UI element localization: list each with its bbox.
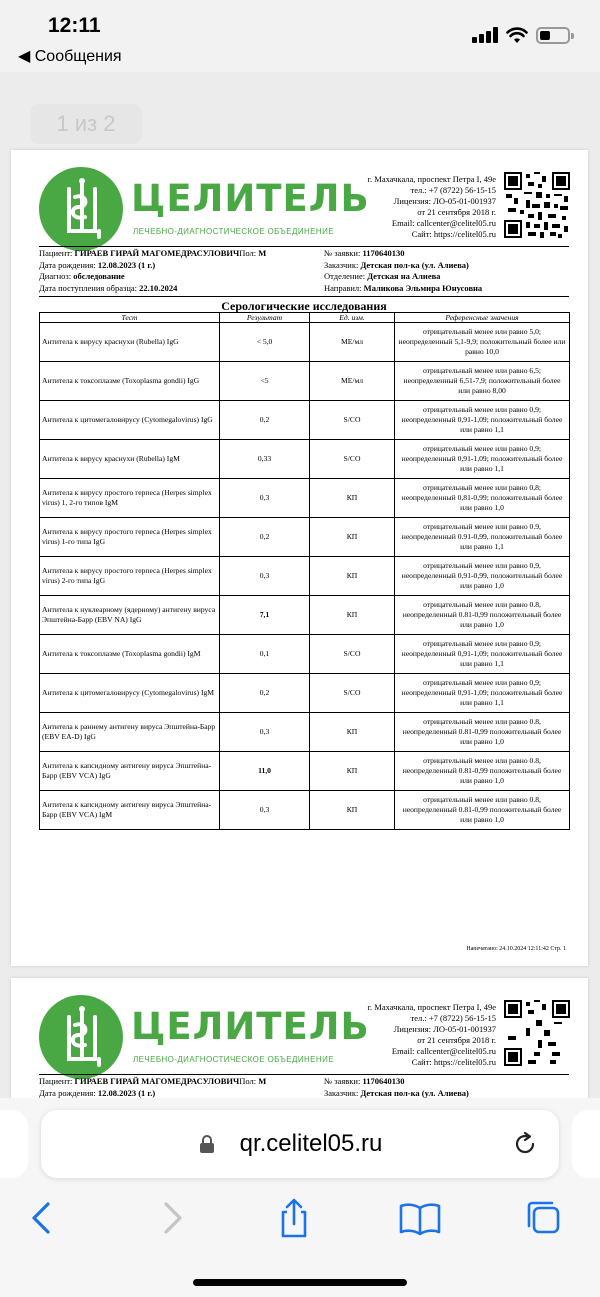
back-arrow-icon[interactable]: [20, 1198, 64, 1238]
referred-row: [324, 283, 482, 295]
browser-toolbar: [0, 1098, 600, 1297]
unit-cell: S/CO: [310, 674, 395, 713]
dob-label: Дата рождения:: [39, 1087, 96, 1098]
order-label: № заявки:: [324, 1076, 361, 1086]
table-row: [40, 752, 570, 791]
test-cell: Антитела к вирусу краснухи (Rubella) IgM: [40, 440, 220, 479]
home-indicator[interactable]: [193, 1279, 407, 1286]
site-line: Сайт: https://celitel05.ru: [411, 229, 496, 239]
lab-subtitle: ЛЕЧЕБНО-ДИАГНОСТИЧЕСКОЕ ОБЪЕДИНЕНИЕ: [133, 1055, 334, 1064]
test-cell: Антитела к цитомегаловирусу (Cytomegalovirus) IgG: [40, 401, 220, 440]
table-row: [40, 557, 570, 596]
site-line: Сайт: https://celitel05.ru: [411, 1057, 496, 1067]
phone-line: тел.: +7 (8722) 56-15-15: [410, 1013, 496, 1023]
page-counter: 1 из 2: [30, 104, 142, 144]
diagnosis-row: [39, 271, 266, 283]
header-result: Результат: [220, 313, 310, 323]
customer-name: Детская пол-ка (ул. Алиева): [360, 259, 469, 270]
table-row: [40, 713, 570, 752]
results-table: [39, 312, 570, 830]
patient-name: ГИРАЕВ ГИРАЙ МАГОМЕДРАСУЛОВИЧ: [74, 248, 240, 258]
unit-cell: КП: [310, 791, 395, 830]
qr-code-icon: [504, 1000, 570, 1066]
signal-icon: [472, 27, 498, 43]
table-row: [40, 596, 570, 635]
patient-diagnosis: обследование: [73, 271, 125, 281]
sample-received-date: 22.10.2024: [139, 282, 178, 293]
table-row: [40, 479, 570, 518]
lab-emblem-icon: [39, 995, 123, 1079]
wifi-icon: [506, 26, 528, 44]
unit-cell: КП: [310, 752, 395, 791]
reference-cell: отрицательный менее или равно 0.8, неопределенный 0.81-0,99 положительный более или равно 1,0: [395, 752, 570, 791]
table-row: [40, 791, 570, 830]
document-page-2[interactable]: [11, 978, 588, 1118]
header-divider: [39, 246, 569, 247]
unit-cell: КП: [310, 557, 395, 596]
status-bar: [0, 0, 600, 72]
section-title: Серологические исследования: [221, 299, 387, 313]
address-bar[interactable]: [41, 1110, 559, 1178]
test-cell: Антитела к токсоплазме (Toxoplasma gondii) IgG: [40, 362, 220, 401]
order-row: [324, 1076, 469, 1088]
header-test: Тест: [40, 313, 220, 323]
reference-cell: отрицательный менее или равно 0,9; неопределенный 0,91-1,09; положительный более или равно 1,1: [395, 635, 570, 674]
table-row: [40, 323, 570, 362]
reference-cell: отрицательный менее или равно 0,8; неопределенный 0,81-0,99; положительный более или равно 1,0: [395, 479, 570, 518]
reference-cell: отрицательный менее или равно 0,9, неопределенный 0,91-0,99, положительный более или равно 1,0: [395, 557, 570, 596]
result-cell: <5: [220, 362, 310, 401]
customer-row: [324, 260, 482, 272]
patient-row: [39, 1076, 266, 1088]
phone-line: тел.: +7 (8722) 56-15-15: [410, 185, 496, 195]
order-number: 1170640130: [362, 248, 405, 258]
order-info-right: [324, 1076, 469, 1099]
unit-cell: S/CO: [310, 440, 395, 479]
lab-emblem-icon: [39, 167, 123, 251]
patient-row: [39, 248, 266, 260]
diagnosis-label: Диагноз:: [39, 271, 72, 281]
unit-cell: КП: [310, 596, 395, 635]
table-row: [40, 440, 570, 479]
reference-cell: отрицательный менее или равно 0,9; неопределенный 0,91-1,09; положительный более или равно 1,1: [395, 674, 570, 713]
referring-doctor: Маликова Эльмира Юнусовна: [363, 282, 483, 293]
referred-label: Направил:: [324, 282, 362, 293]
reference-cell: отрицательный менее или равно 0.8, неопределенный 0.81-0,99 положительный более или равно 1,0: [395, 791, 570, 830]
license-date-line: от 21 сентября 2018 г.: [417, 1035, 496, 1045]
address-line: г. Махачкала, проспект Петра I, 49е: [367, 174, 496, 184]
header-divider: [39, 1074, 569, 1075]
battery-icon: [536, 27, 570, 44]
result-cell: 0,3: [220, 479, 310, 518]
lab-name: ЦЕЛИТЕЛЬ: [131, 1005, 370, 1048]
forward-arrow-icon[interactable]: [150, 1198, 194, 1238]
received-label: Дата поступления образца:: [39, 282, 138, 293]
test-cell: Антитела к вирусу краснухи (Rubella) IgG: [40, 323, 220, 362]
document-page-1[interactable]: [11, 150, 588, 966]
result-cell: 0,33: [220, 440, 310, 479]
department-label: Отделение:: [324, 271, 366, 281]
bookmarks-icon[interactable]: [398, 1198, 442, 1238]
license-line: Лицензия: ЛО-05-01-001937: [393, 196, 496, 206]
dob-row: [39, 260, 266, 272]
test-cell: Антитела к токсоплазме (Toxoplasma gondii) IgM: [40, 635, 220, 674]
license-line: Лицензия: ЛО-05-01-001937: [393, 1024, 496, 1034]
back-to-messages-link[interactable]: ◀ Сообщения: [18, 48, 122, 65]
reference-cell: отрицательный менее или равно 0.9, неопределенный 0.91-0,99, положительный более или равно 1,1: [395, 518, 570, 557]
table-row: [40, 518, 570, 557]
lab-subtitle: ЛЕЧЕБНО-ДИАГНОСТИЧЕСКОЕ ОБЪЕДИНЕНИЕ: [133, 227, 334, 236]
unit-cell: КП: [310, 518, 395, 557]
result-cell: < 5,0: [220, 323, 310, 362]
email-line: Email: callcenter@celitel05.ru: [391, 1046, 496, 1056]
patient-label: Пациент:: [39, 1076, 73, 1086]
result-cell: 0,3: [220, 713, 310, 752]
reload-icon[interactable]: [511, 1130, 539, 1158]
test-cell: Антитела к вирусу простого герпеса (Herpes simplex virus) 2-го типа IgG: [40, 557, 220, 596]
dob-label: Дата рождения:: [39, 259, 96, 270]
next-tab-peek[interactable]: [572, 1110, 600, 1178]
unit-cell: S/CO: [310, 401, 395, 440]
header-reference: Референсные значения: [395, 313, 570, 323]
patient-dob: 12.08.2023 (1 г.): [97, 259, 156, 270]
patient-info-left: [39, 248, 266, 294]
test-cell: Антитела к капсидному антигену вируса Эпштейна-Барр (EBV VCA) IgG: [40, 752, 220, 791]
patient-label: Пациент:: [39, 248, 73, 258]
result-cell: 0,2: [220, 674, 310, 713]
patient-sex: М: [258, 1076, 267, 1086]
url-text: qr.celitel05.ru: [239, 1130, 383, 1157]
table-row: [40, 635, 570, 674]
qr-code-icon: [504, 172, 570, 238]
reference-cell: отрицательный менее или равно 0.8, неопределенный 0.81-0,99 положительный более или равно 1,0: [395, 596, 570, 635]
patient-name: ГИРАЕВ ГИРАЙ МАГОМЕДРАСУЛОВИЧ: [74, 1076, 240, 1086]
unit-cell: МЕ/мл: [310, 362, 395, 401]
lab-address: [367, 1002, 496, 1068]
reference-cell: отрицательный менее или равно 0,9; неопределенный 0,91-1,09; положительный более или равно 1,1: [395, 440, 570, 479]
table-row: [40, 401, 570, 440]
result-cell: 0,3: [220, 557, 310, 596]
sex-label: Пол:: [239, 248, 257, 258]
unit-cell: S/CO: [310, 635, 395, 674]
result-cell: 0,3: [220, 791, 310, 830]
patient-dob: 12.08.2023 (1 г.): [97, 1087, 156, 1098]
table-row: [40, 674, 570, 713]
result-cell: 0,2: [220, 518, 310, 557]
address-line: г. Махачкала, проспект Петра I, 49е: [367, 1002, 496, 1012]
lab-address: [367, 174, 496, 240]
result-cell: 0,1: [220, 635, 310, 674]
test-cell: Антитела к цитомегаловирусу (Cytomegalovirus) IgM: [40, 674, 220, 713]
test-cell: Антитела к вирусу простого герпеса (Herpes simplex virus) 1-го типа IgG: [40, 518, 220, 557]
patient-sex: М: [258, 248, 267, 258]
unit-cell: МЕ/мл: [310, 323, 395, 362]
department-row: [324, 271, 482, 283]
order-number: 1170640130: [362, 1076, 405, 1086]
info-divider: [39, 296, 569, 297]
patient-info-left: [39, 1076, 266, 1099]
received-row: [39, 283, 266, 295]
table-row: [40, 362, 570, 401]
header-unit: Ед. изм.: [310, 313, 395, 323]
reference-cell: отрицательный менее или равно 0,9; неопределенный 0,91-1,09; положительный более или равно 1,1: [395, 401, 570, 440]
share-icon[interactable]: [272, 1198, 316, 1238]
sex-label: Пол:: [239, 1076, 257, 1086]
reference-cell: отрицательный менее или равно 6,5; неопределенный 6,51-7,9; положительный более или равно 8,00: [395, 362, 570, 401]
unit-cell: КП: [310, 479, 395, 518]
tabs-icon[interactable]: [522, 1198, 566, 1238]
reference-cell: отрицательный менее или равно 5,0; неопределенный 5,1-9,9; положительный более или равно 10,0: [395, 323, 570, 362]
test-cell: Антитела к раннему антигену вируса Эпштейна-Барр (EBV EA-D) IgG: [40, 713, 220, 752]
customer-label: Заказчик:: [324, 259, 359, 270]
result-cell: 7,1: [220, 596, 310, 635]
customer-name: Детская пол-ка (ул. Алиева): [360, 1087, 469, 1098]
reference-cell: отрицательный менее или равно 0.8, неопределенный 0.81-0,99 положительный более или равно 1,0: [395, 713, 570, 752]
lab-name: ЦЕЛИТЕЛЬ: [131, 177, 370, 220]
test-cell: Антитела к вирусу простого герпеса (Herpes simplex virus) 1, 2-го типов IgM: [40, 479, 220, 518]
order-info-right: [324, 248, 482, 294]
email-line: Email: callcenter@celitel05.ru: [391, 218, 496, 228]
result-cell: 0,2: [220, 401, 310, 440]
test-cell: Антитела к нуклеарному (ядерному) антигену вируса Эпштейна-Барр (EBV NA) IgG: [40, 596, 220, 635]
order-row: [324, 248, 482, 260]
test-cell: Антитела к капсидному антигену вируса Эпштейна-Барр (EBV VCA) IgM: [40, 791, 220, 830]
license-date-line: от 21 сентября 2018 г.: [417, 207, 496, 217]
unit-cell: КП: [310, 713, 395, 752]
customer-label: Заказчик:: [324, 1087, 359, 1098]
table-header-row: [40, 313, 570, 323]
printed-timestamp: Напечатано: 24.10.2024 12:11:42 Стр. 1: [466, 946, 566, 952]
order-label: № заявки:: [324, 248, 361, 258]
status-time: 12:11: [48, 14, 101, 37]
department-name: Детская на Алиева: [367, 271, 441, 281]
result-cell: 11,0: [220, 752, 310, 791]
previous-tab-peek[interactable]: [0, 1110, 28, 1178]
